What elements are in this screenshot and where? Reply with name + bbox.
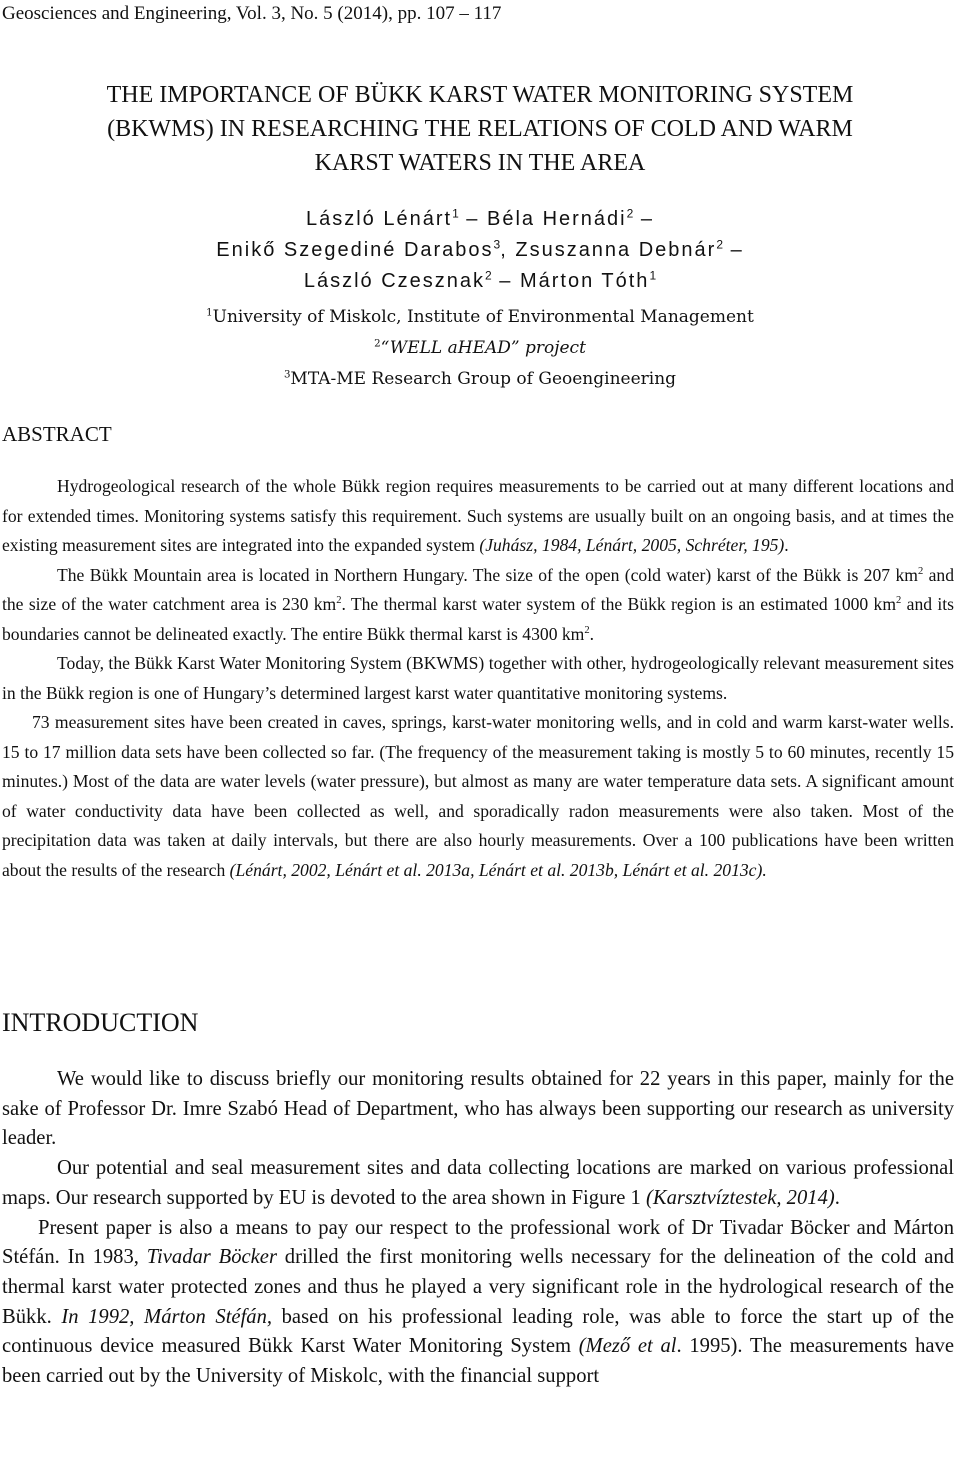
abstract-text: The Bükk Mountain area is located in Northern Hungary. The size of the open (cold water) karst of the Bükk is 207 km bbox=[57, 564, 918, 585]
citation: (Mező et al bbox=[578, 1335, 677, 1358]
introduction-text: Present paper is also a means to pay our respect to the professional work of Dr Tivadar Böcker and Márton Stéfán. In 1983, bbox=[2, 1216, 954, 1269]
citation: (Karsztvíztestek, 2014) bbox=[645, 1186, 835, 1209]
abstract-text: . The thermal karst water system of the Bükk region is an estimated 1000 km bbox=[341, 594, 897, 614]
author-affiliation-mark: 2 bbox=[626, 206, 634, 221]
superscript: 2 bbox=[336, 595, 342, 607]
author-line-2 bbox=[0, 235, 960, 266]
abstract-paragraph bbox=[2, 561, 954, 650]
superscript: 2 bbox=[896, 595, 902, 607]
author-name: László Lénárt bbox=[305, 208, 453, 230]
introduction-paragraph: We would like to discuss briefly our monitoring results obtained for 22 years in this paper, mainly for the sake of Professor Dr. Imre Szabó Head of Department, who has always been supporting our research as university leader. bbox=[2, 1068, 954, 1150]
author-name: László Czesznak bbox=[303, 270, 486, 292]
abstract-heading: ABSTRACT bbox=[2, 422, 112, 446]
person-name: In 1992, Márton Stéfán, bbox=[61, 1305, 273, 1328]
author-affiliation-mark: 1 bbox=[452, 206, 459, 221]
author-affiliation-mark: 3 bbox=[493, 237, 501, 252]
introduction-paragraph bbox=[2, 1154, 954, 1213]
abstract-text: 73 measurement sites have been created in caves, springs, karst-water monitoring wells, and in cold and warm karst-water wells. 15 to 17 million data sets have been collected so far. (The frequency of the measurement taking is mostly 5 to 60 minutes, recently 15 minutes.) Most of the data are water levels (water pressure), but almost as many are water temperature data sets. A significant amount of water conductivity data have been collected as well, and sporadically radon measurements were also taken. Most of the precipitation data was taken at daily intervals, but there are also hourly measurements. Over a 100 publications have been written about the results of the research bbox=[2, 712, 954, 880]
author-name: Enikő Szegediné Darabos bbox=[216, 239, 494, 261]
abstract-text: . bbox=[589, 623, 595, 644]
introduction-text: drilled the first monitoring wells necessary for the delineation of the cold and thermal karst water protected zones and thus he played a very significant role in the hydrological research of the Bükk. bbox=[2, 1246, 955, 1328]
affiliation-item bbox=[0, 302, 960, 333]
author-line-3 bbox=[0, 266, 960, 297]
author-separator: – bbox=[723, 239, 744, 261]
citation: (Lénárt, 2002, Lénárt et al. 2013a, Lénárt et al. 2013b, Lénárt et al. 2013c). bbox=[229, 859, 767, 880]
affiliation-list bbox=[0, 302, 960, 395]
person-name: Tivadar Böcker bbox=[146, 1246, 277, 1269]
author-line-1 bbox=[0, 204, 960, 235]
abstract-paragraph bbox=[2, 472, 954, 561]
author-list bbox=[0, 204, 960, 297]
affiliation-mark: 3 bbox=[283, 369, 291, 381]
superscript: 2 bbox=[917, 565, 924, 577]
abstract-body bbox=[2, 472, 954, 885]
affiliation-text: “WELL aHEAD” project bbox=[380, 338, 586, 358]
abstract-paragraph: Today, the Bükk Karst Water Monitoring System (BKWMS) together with other, hydrogeologically relevant measurement sites in the Bükk region is one of Hungary’s determined largest karst water quantitative monitoring systems. bbox=[2, 653, 954, 703]
abstract-paragraph bbox=[2, 708, 954, 885]
title-line-2: (BKWMS) IN RESEARCHING THE RELATIONS OF COLD AND WARM bbox=[107, 116, 853, 142]
abstract-text: and the size of the water catchment area is 230 km bbox=[2, 564, 954, 614]
introduction-text: . 1995). The measurements have been carried out by the University of Miskolc, with the financial support bbox=[2, 1335, 954, 1388]
affiliation-item bbox=[0, 333, 960, 364]
affiliation-text: University of Miskolc, Institute of Environmental Management bbox=[212, 307, 754, 327]
abstract-text: Hydrogeological research of the whole Bükk region requires measurements to be carried out at many different locations and for extended times. Monitoring systems satisfy this requirement. Such systems are usually built on an ongoing basis, and at times the existing measurement sites are integrated into the expanded system bbox=[2, 476, 954, 555]
introduction-paragraph bbox=[2, 1214, 954, 1392]
abstract-text: . bbox=[784, 535, 789, 555]
introduction-body bbox=[2, 1065, 954, 1392]
citation: (Juhász, 1984, Lénárt, 2005, Schréter, 195) bbox=[479, 535, 785, 555]
paper-title bbox=[0, 78, 960, 180]
introduction-heading: INTRODUCTION bbox=[2, 1008, 199, 1037]
affiliation-item bbox=[0, 364, 960, 395]
author-affiliation-mark: 2 bbox=[716, 237, 724, 252]
author-affiliation-mark: 1 bbox=[649, 268, 657, 283]
title-line-3: KARST WATERS IN THE AREA bbox=[314, 150, 646, 176]
author-affiliation-mark: 2 bbox=[485, 268, 492, 283]
author-separator: – bbox=[633, 208, 654, 230]
affiliation-text: MTA-ME Research Group of Geoengineering bbox=[290, 369, 677, 389]
introduction-text: based on his professional leading role, was able to force the start up of the continuous device measured Bükk Karst Water Monitoring System bbox=[2, 1305, 954, 1358]
affiliation-mark: 1 bbox=[206, 307, 213, 319]
author-name: , Zsuszanna Debnár bbox=[500, 239, 717, 261]
affiliation-mark: 2 bbox=[374, 338, 381, 350]
introduction-text: . bbox=[834, 1186, 840, 1209]
introduction-text: Our potential and seal measurement sites and data collecting locations are marked on various professional maps. Our research supported by EU is devoted to the area shown in Figure 1 bbox=[2, 1157, 954, 1209]
author-name: – Béla Hernádi bbox=[458, 208, 627, 230]
abstract-text: and its boundaries cannot be delineated exactly. The entire Bükk thermal karst is 4300 km bbox=[2, 594, 954, 644]
author-name: – Márton Tóth bbox=[491, 270, 650, 292]
journal-header: Geosciences and Engineering, Vol. 3, No. 5 (2014), pp. 107 – 117 bbox=[2, 3, 502, 24]
superscript: 2 bbox=[584, 624, 590, 636]
title-line-1: THE IMPORTANCE OF BÜKK KARST WATER MONITORING SYSTEM bbox=[106, 82, 854, 108]
